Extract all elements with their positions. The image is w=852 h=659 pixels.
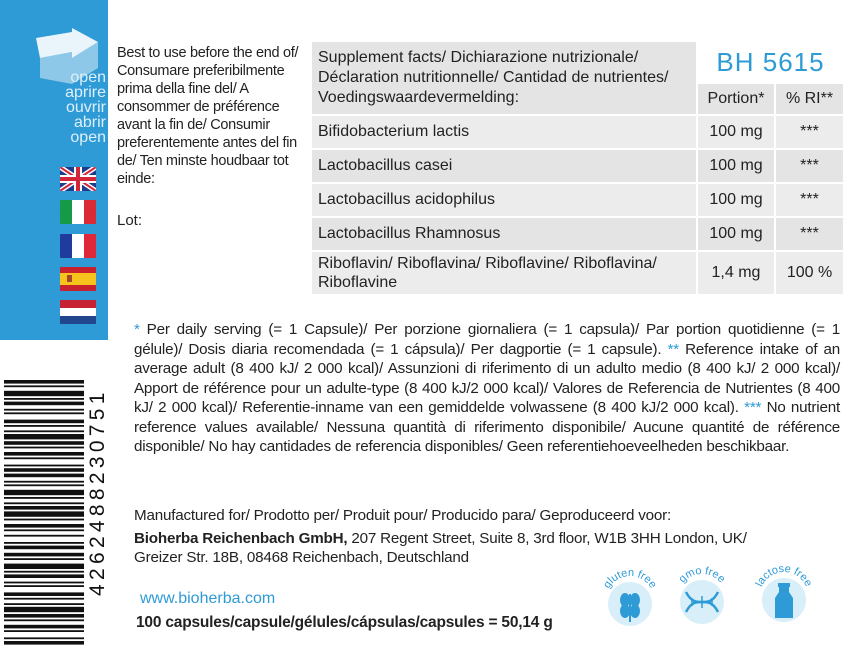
best-before-text: Best to use before the end of/ Consumare preferibilmente prima della fine del/ A consommer de préférence avant la fin de/ Consumir preferentemente antes del fin de/ Ten minste houdbaar tot einde: [117,45,299,187]
barcode-bar [4,452,84,456]
table-row [311,251,844,295]
barcode-bar [4,619,84,621]
table-row [311,217,844,251]
badge-label-gmo: gmo free [676,566,728,586]
row-name: Lactobacillus acidophilus [311,183,697,217]
open-word-fr: ouvrir [65,99,106,116]
spain-flag-icon [60,267,96,291]
barcode-bar [4,571,84,573]
footnote-mark-2: ** [667,340,679,358]
facts-title: Supplement facts/ Dichiarazione nutrizionale/ Déclaration nutritionnelle/ Cantidad de nutrientes/ Voedingswaardevermelding: [311,41,697,115]
barcode-bar [4,519,84,521]
barcode-bar [4,553,84,557]
row-name: Lactobacillus Rhamnosus [311,217,697,251]
barcode-bar [4,441,84,445]
barcode-bar [4,380,84,384]
capsule-count: 100 capsules/capsule/gélules/cápsulas/capsules = 50,14 g [136,614,553,631]
manufacturer-label: Manufactured for/ Prodotto per/ Produit pour/ Producido para/ Geproduceerd voor: [134,507,671,524]
barcode-bar [4,582,84,584]
barcode-bar [4,412,84,414]
barcode-bar [4,391,84,396]
barcode [0,378,100,648]
row-ri: 100 % [775,251,844,295]
italy-flag-icon [60,200,96,224]
barcode-bar [4,603,84,605]
gmo-free-badge [670,566,734,630]
row-portion: 100 mg [697,217,775,251]
lactose-free-badge [752,564,816,628]
barcode-bar [4,511,84,516]
barcode-bar [4,398,84,400]
barcode-bar [4,490,84,495]
barcode-bar [4,607,84,612]
badge-label-gluten: gluten free [601,568,659,591]
barcode-bar [4,465,84,467]
barcode-bar [4,409,84,411]
manufacturer-block [134,506,834,567]
manufacturer-line [134,529,834,548]
barcode-bar [4,402,84,406]
row-portion: 100 mg [697,183,775,217]
row-name: Riboflavin/ Riboflavina/ Riboflavine/ Riboflavina/ Riboflavine [311,251,697,295]
barcode-bar [4,420,84,424]
gluten-free-badge [598,568,662,632]
barcode-bar [4,558,84,560]
barcode-bar [4,637,84,639]
table-row [311,183,844,217]
barcode-bar [4,614,84,618]
product-code: BH 5615 [697,41,844,83]
barcode-bar [4,434,84,439]
barcode-bar [4,468,84,472]
supplement-facts-table [310,40,845,296]
open-word-it: aprire [65,84,106,101]
row-name: Bifidobacterium lactis [311,115,697,149]
table-row [311,115,844,149]
france-flag-icon [60,234,96,258]
barcode-bar [4,592,84,596]
open-word-en: open [70,69,106,86]
open-word-nl: open [70,129,106,146]
row-portion: 1,4 mg [697,251,775,295]
uk-flag-icon [60,167,96,191]
col-portion-header: Portion* [697,83,775,115]
barcode-bar [4,529,84,531]
side-strip [0,0,108,340]
barcode-bar [4,497,84,499]
barcode-bar [4,524,84,528]
barcode-bar [4,506,84,510]
row-portion: 100 mg [697,149,775,183]
badge-label-lactose: lactose free [753,564,815,589]
barcode-bar [4,457,84,459]
row-ri: *** [775,217,844,251]
footnote-reference: Reference intake of an average adult (8 400 kJ/ 2 000 kcal)/ Assunzioni di riferimento di un adulto medio (8 400 kJ/ 2 000 kcal)/ Apport de référence pour un adulte-type (8 400 kJ/2 000 kcal)/ Valores de Referencia de Nutrientes (8 400 kJ/ 2 000 kcal)/ Referentie-inname van een gemiddelde volwassene (8 400 kJ/2 000 kcal). [134,340,841,416]
barcode-bar [4,447,84,449]
table-row [311,149,844,183]
footnote-no-ref: No nutrient reference values available/ Nessuna quantità di riferimento disponibile/ Aucune quantité de référence disponible/ No hay cantidades de referencia disponibles/ Geen referentiehoeveelheden beschikbaar. [134,399,840,455]
lot-label: Lot: [117,212,143,229]
barcode-bar [4,535,84,537]
website-link[interactable]: www.bioherba.com [140,590,276,607]
row-name: Lactobacillus casei [311,149,697,183]
row-ri: *** [775,183,844,217]
barcode-bar [4,630,84,632]
address-de: Greizer Str. 18B, 08468 Reichenbach, Deutschland [134,549,469,566]
footnote-mark-3: *** [744,399,762,416]
barcode-bar [4,385,84,387]
barcode-bar [4,481,84,483]
barcode-digits: 4262488230751 [86,388,109,596]
barcode-bar [4,542,84,544]
barcode-bar [4,502,84,504]
address-uk: 207 Regent Street, Suite 8, 3rd floor, W1B 3HH London, UK/ [347,530,747,547]
barcode-bar [4,625,84,629]
footnotes [134,320,840,457]
barcode-bar [4,564,84,569]
barcode-bar [4,574,84,578]
barcode-bar [4,598,84,600]
row-portion: 100 mg [697,115,775,149]
row-ri: *** [775,149,844,183]
barcode-bar [4,430,84,432]
open-word-es: abrir [73,114,106,131]
barcode-bar [4,546,84,550]
footnote-per-serving: Per daily serving (= 1 Capsule)/ Per porzione giornaliera (= 1 capsula)/ Par portion quotidienne (= 1 gélule)/ Dosis diaria recomendada (= 1 cápsula)/ Per dagportie (= 1 capsule). [134,321,840,358]
barcode-bar [4,474,84,478]
footnote-mark-1: * [134,321,140,338]
open-words [60,70,106,145]
barcode-bar [4,585,84,587]
row-ri: *** [775,115,844,149]
company-name: Bioherba Reichenbach GmbH, [134,530,348,547]
col-ri-header: % RI** [775,83,844,115]
barcode-bar [4,484,84,486]
barcode-bar [4,425,84,427]
barcode-bar [4,641,84,645]
netherlands-flag-icon [60,300,96,324]
